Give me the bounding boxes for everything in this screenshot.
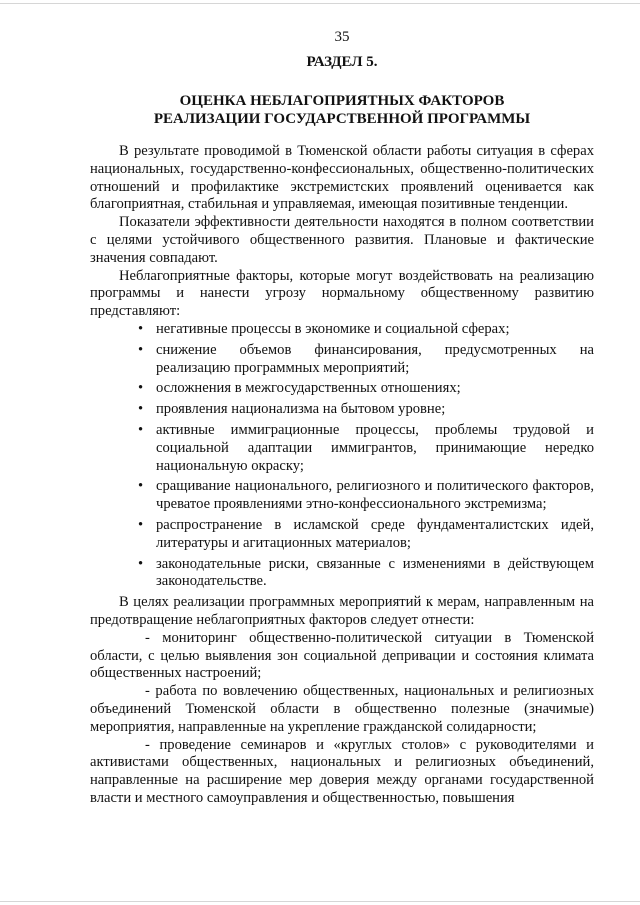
list-item: • осложнения в межгосударственных отношениях; [90, 380, 594, 398]
paragraph: В результате проводимой в Тюменской области работы ситуация в сферах национальных, государственно-конфессиональных, общественно-политических отношений и профилактике экстремистских проявлений оценивается как благоприятная, стабильная и управляемая, имеющая позитивные тенденции. [90, 143, 594, 213]
list-item: • снижение объемов финансирования, предусмотренных на реализацию программных мероприятий; [90, 342, 594, 378]
title-line: РЕАЛИЗАЦИИ ГОСУДАРСТВЕННОЙ ПРОГРАММЫ [153, 110, 531, 127]
list-item: • законодательные риски, связанные с изменениями в действующем законодательстве. [90, 556, 594, 592]
body-text [90, 143, 594, 808]
list-item: • проявления национализма на бытовом уровне; [90, 401, 594, 419]
list-item: • распространение в исламской среде фундаменталистских идей, литературы и агитационных материалов; [90, 517, 594, 553]
list-item: • сращивание национального, религиозного и политического факторов, чреватое проявлениями этно-конфессионального экстремизма; [90, 478, 594, 514]
list-item: • негативные процессы в экономике и социальной сферах; [90, 321, 594, 339]
list-item: • активные иммиграционные процессы, проблемы трудовой и социальной адаптации иммигрантов, принимающие нередко национальную окраску; [90, 422, 594, 475]
paragraph: Неблагоприятные факторы, которые могут воздействовать на реализацию программы и нанести угрозу нормальному общественному развитию представляют: [90, 267, 594, 320]
bottom-page-edge [0, 901, 640, 902]
page-number: 35 [334, 29, 350, 45]
measure-item: - работа по вовлечению общественных, национальных и религиозных объединений Тюменской области в общественно полезные (значимые) мероприятия, направленные на укрепление гражданской солидарности; [90, 683, 594, 735]
top-page-edge [0, 3, 640, 4]
paragraph: В целях реализации программных мероприятий к мерам, направленным на предотвращение неблагоприятных факторов следует отнести: [90, 594, 594, 628]
measure-item: - мониторинг общественно-политической ситуации в Тюменской области, с целью выявления зон социальной депривации и состояния климата общественных настроений; [90, 629, 594, 682]
measure-item: - проведение семинаров и «круглых столов» с руководителями и активистами общественных, национальных и религиозных объединений, направленные на расширение мер доверия между органами государственной власти и местного самоуправления и общественностью, повышения [90, 736, 594, 806]
paragraph: Показатели эффективности деятельности находятся в полном соответствии с целями устойчивого общественного развития. Плановые и фактические значения совпадают. [90, 214, 594, 266]
section-heading: РАЗДЕЛ 5. [306, 54, 378, 70]
title-line: ОЦЕНКА НЕБЛАГОПРИЯТНЫХ ФАКТОРОВ [179, 93, 505, 109]
document-title [90, 93, 594, 128]
risk-factor-list [90, 321, 594, 591]
